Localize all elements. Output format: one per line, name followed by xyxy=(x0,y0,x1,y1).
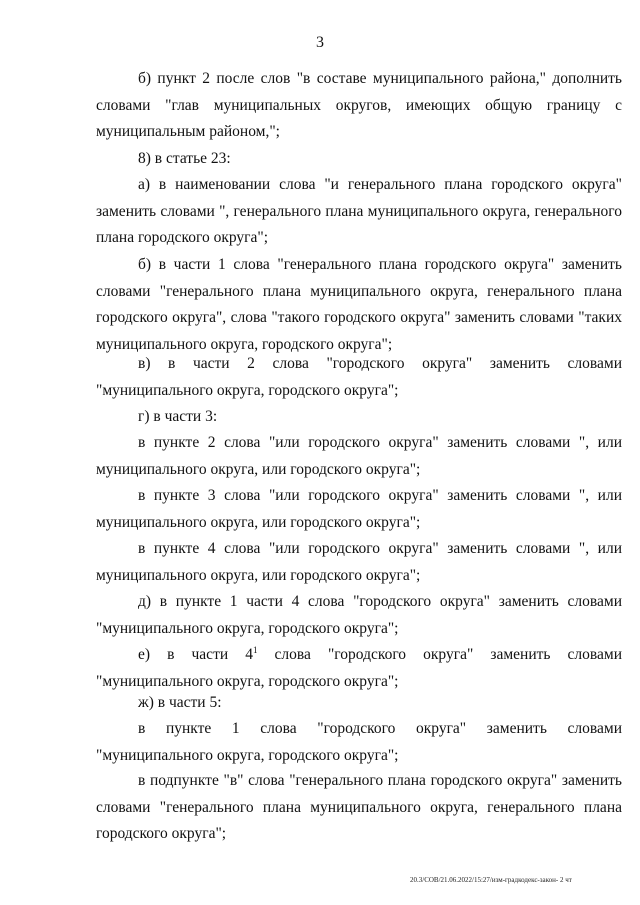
paragraph-b-part-1: б) в части 1 слова "генерального плана городского округа" заменить словами "генерального плана муниципального округа, генерального плана городского округа", слова "такого городского округа" заменить словами "таких муниципального округа, городского округа"; xyxy=(96,256,622,353)
paragraph-zh-part-5: ж) в части 5: xyxy=(138,694,222,711)
footer-file-reference: 20.3/СОВ/21.06.2022/15:27/изм-градкодекс-закон- 2 чт xyxy=(410,876,572,884)
superscript-1: 1 xyxy=(252,645,258,655)
paragraph-subitem-v: в подпункте "в" слова "генерального плана городского округа" заменить словами "генерального плана муниципального округа, генерального плана городского округа"; xyxy=(96,772,622,842)
paragraph-item-2: в пункте 2 слова "или городского округа" заменить словами ", или муниципального округа, или городского округа"; xyxy=(96,434,622,478)
paragraph-item-4: в пункте 4 слова "или городского округа" заменить словами ", или муниципального округа, или городского округа"; xyxy=(96,540,622,584)
paragraph-part-5-item-1: в пункте 1 слова "городского округа" заменить словами "муниципального округа, городского округа"; xyxy=(96,720,622,764)
paragraph-a-title: а) в наименовании слова "и генерального плана городского округа" заменить словами ", генерального плана муниципального округа, генерального плана городского округа"; xyxy=(96,176,622,246)
paragraph-item-3: в пункте 3 слова "или городского округа" заменить словами ", или муниципального округа, или городского округа"; xyxy=(96,487,622,531)
paragraph-e-part-4-1 xyxy=(96,642,622,695)
paragraph-d-part-4: д) в пункте 1 части 4 слова "городского округа" заменить словами "муниципального округа, городского округа"; xyxy=(96,593,622,637)
page-number: 3 xyxy=(316,34,324,51)
paragraph-b-item-2: б) пункт 2 после слов "в составе муниципального района," дополнить словами "глав муниципальных округов, имеющих общую границу с муниципальным районом,"; xyxy=(96,70,622,140)
paragraph-e-end: слова "городского округа" заменить словами "муниципального округа, городского округа"; xyxy=(96,646,623,690)
paragraph-v-part-2: в) в части 2 слова "городского округа" заменить словами "муниципального округа, городского округа"; xyxy=(96,355,622,399)
paragraph-g-part-3: г) в части 3: xyxy=(138,408,218,425)
paragraph-article-23: 8) в статье 23: xyxy=(138,150,231,167)
paragraph-e-start: е) в части 4 xyxy=(138,646,253,663)
